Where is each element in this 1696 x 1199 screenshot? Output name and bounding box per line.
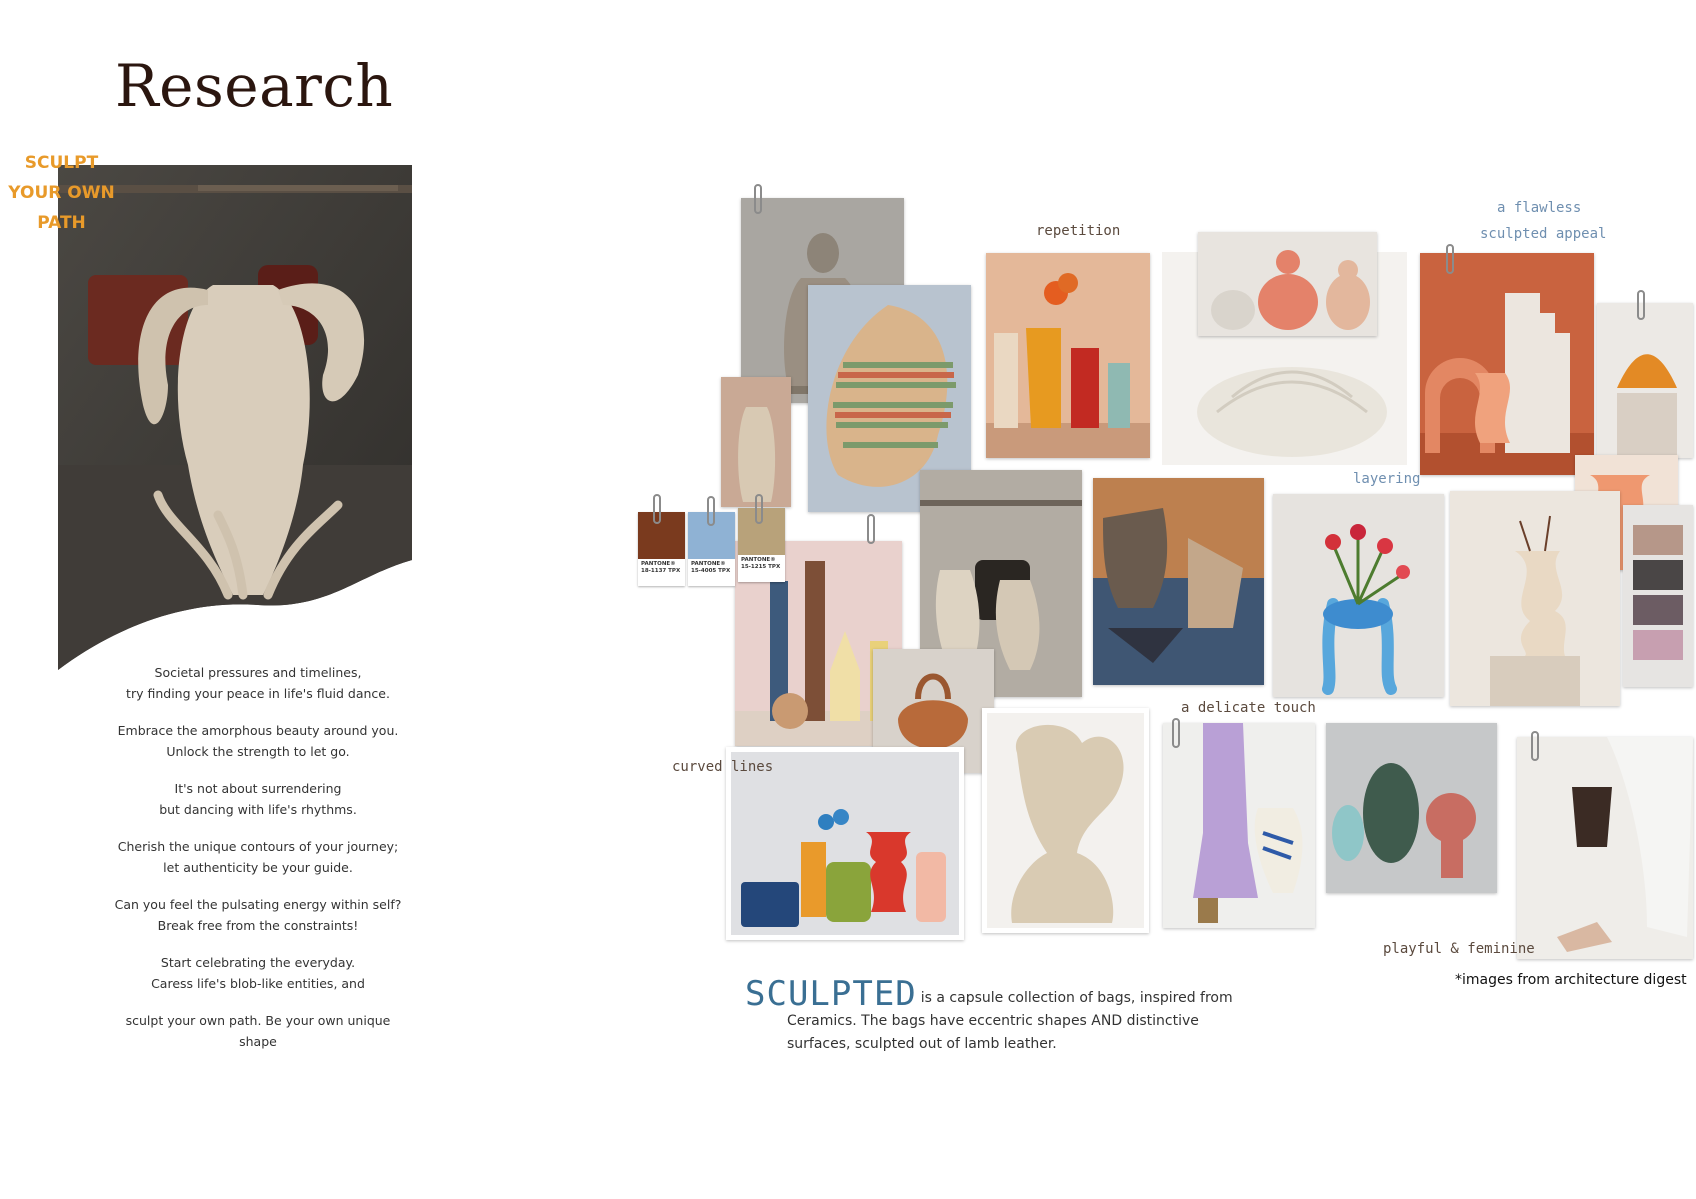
hero-vase-image: [58, 165, 412, 672]
poem-line: Societal pressures and timelines,: [154, 665, 362, 680]
slogan-line: SCULPT: [24, 153, 99, 173]
swatch-color: [638, 512, 685, 559]
orange-figure-photo: [1597, 303, 1693, 458]
paperclip-icon: [1637, 290, 1645, 320]
paperclip-icon: [707, 496, 715, 526]
poem-stanza: [108, 1010, 408, 1052]
poem-stanza: [108, 836, 408, 878]
swatch-label: PANTONE® 15-1215 TPX: [741, 557, 781, 570]
collection-caption: [745, 974, 1235, 1056]
carried-vase-photo: [1517, 737, 1693, 959]
paperclip-icon: [867, 514, 875, 544]
poem-line: Embrace the amorphous beauty around you.: [117, 723, 399, 738]
curved-lines-photo: [726, 747, 964, 940]
brand-name: SCULPTED: [745, 974, 917, 1014]
poem-stanza: [108, 778, 408, 820]
figurines-photo: [1198, 232, 1377, 336]
poem-line: Caress life's blob-like entities, and: [151, 976, 365, 991]
swatch-label: PANTONE® 15-4005 TPX: [691, 561, 731, 574]
poem-line: try finding your peace in life's fluid dance.: [126, 686, 390, 701]
page-title: Research: [115, 52, 394, 120]
note-curved-lines: curved lines: [672, 759, 774, 775]
poem-line: Unlock the strength to let go.: [166, 744, 350, 759]
poem-text: [108, 662, 408, 1068]
poem-line: Cherish the unique contours of your journey;: [117, 839, 399, 854]
repetition-vases-photo: [986, 253, 1150, 458]
lilac-dress-photo: [1163, 723, 1315, 928]
note-delicate-touch: a delicate touch: [1181, 700, 1316, 716]
note-playful-feminine: playful & feminine: [1383, 941, 1535, 957]
slogan-line: PATH: [37, 213, 86, 233]
note-flawless: a flawless: [1497, 200, 1582, 216]
pantone-swatch: [638, 512, 685, 586]
poem-line: It's not about surrendering: [174, 781, 342, 796]
slogan-line: YOUR OWN: [8, 183, 115, 203]
poem-line: sculpt your own path. Be your own unique shape: [125, 1013, 391, 1049]
textured-bust-photo: [982, 708, 1149, 933]
caption-line: surfaces, sculpted out of lamb leather.: [787, 1036, 1057, 1052]
textured-vase-photo: [721, 377, 791, 507]
paperclip-icon: [754, 184, 762, 214]
caption-line: Ceramics. The bags have eccentric shapes AND distinctive: [787, 1013, 1199, 1029]
terracotta-room-photo: [1420, 253, 1594, 475]
paperclip-icon: [1172, 718, 1180, 748]
poem-line: let authenticity be your guide.: [163, 860, 353, 875]
paperclip-icon: [755, 494, 763, 524]
ribbed-vases-photo: [1326, 723, 1497, 893]
swatch-label: PANTONE® 18-1137 TPX: [641, 561, 681, 574]
poem-stanza: [108, 894, 408, 936]
image-credit: *images from architecture digest: [1455, 972, 1687, 988]
poem-stanza: [108, 662, 408, 704]
poem-line: Break free from the constraints!: [157, 918, 359, 933]
note-repetition: repetition: [1036, 223, 1121, 239]
note-sculpted-appeal: sculpted appeal: [1480, 226, 1607, 242]
blue-dusk-vases-photo: [1093, 478, 1264, 685]
poem-stanza: [108, 952, 408, 994]
paperclip-icon: [653, 494, 661, 524]
poem-line: Start celebrating the everyday.: [160, 955, 356, 970]
poem-stanza: [108, 720, 408, 762]
paperclip-icon: [1446, 244, 1454, 274]
paperclip-icon: [1531, 731, 1539, 761]
caption-line: [745, 974, 1235, 1014]
cream-wavy-vase-photo: [1450, 491, 1620, 706]
poem-line: but dancing with life's rhythms.: [159, 802, 357, 817]
note-layering: layering: [1353, 471, 1421, 487]
poem-line: Can you feel the pulsating energy within self?: [114, 897, 402, 912]
slogan-text: [4, 148, 119, 238]
tulip-blue-vase-photo: [1273, 494, 1444, 697]
stacked-glass-photo: [1623, 505, 1693, 687]
caption-text: is a capsule collection of bags, inspired from: [920, 990, 1233, 1006]
